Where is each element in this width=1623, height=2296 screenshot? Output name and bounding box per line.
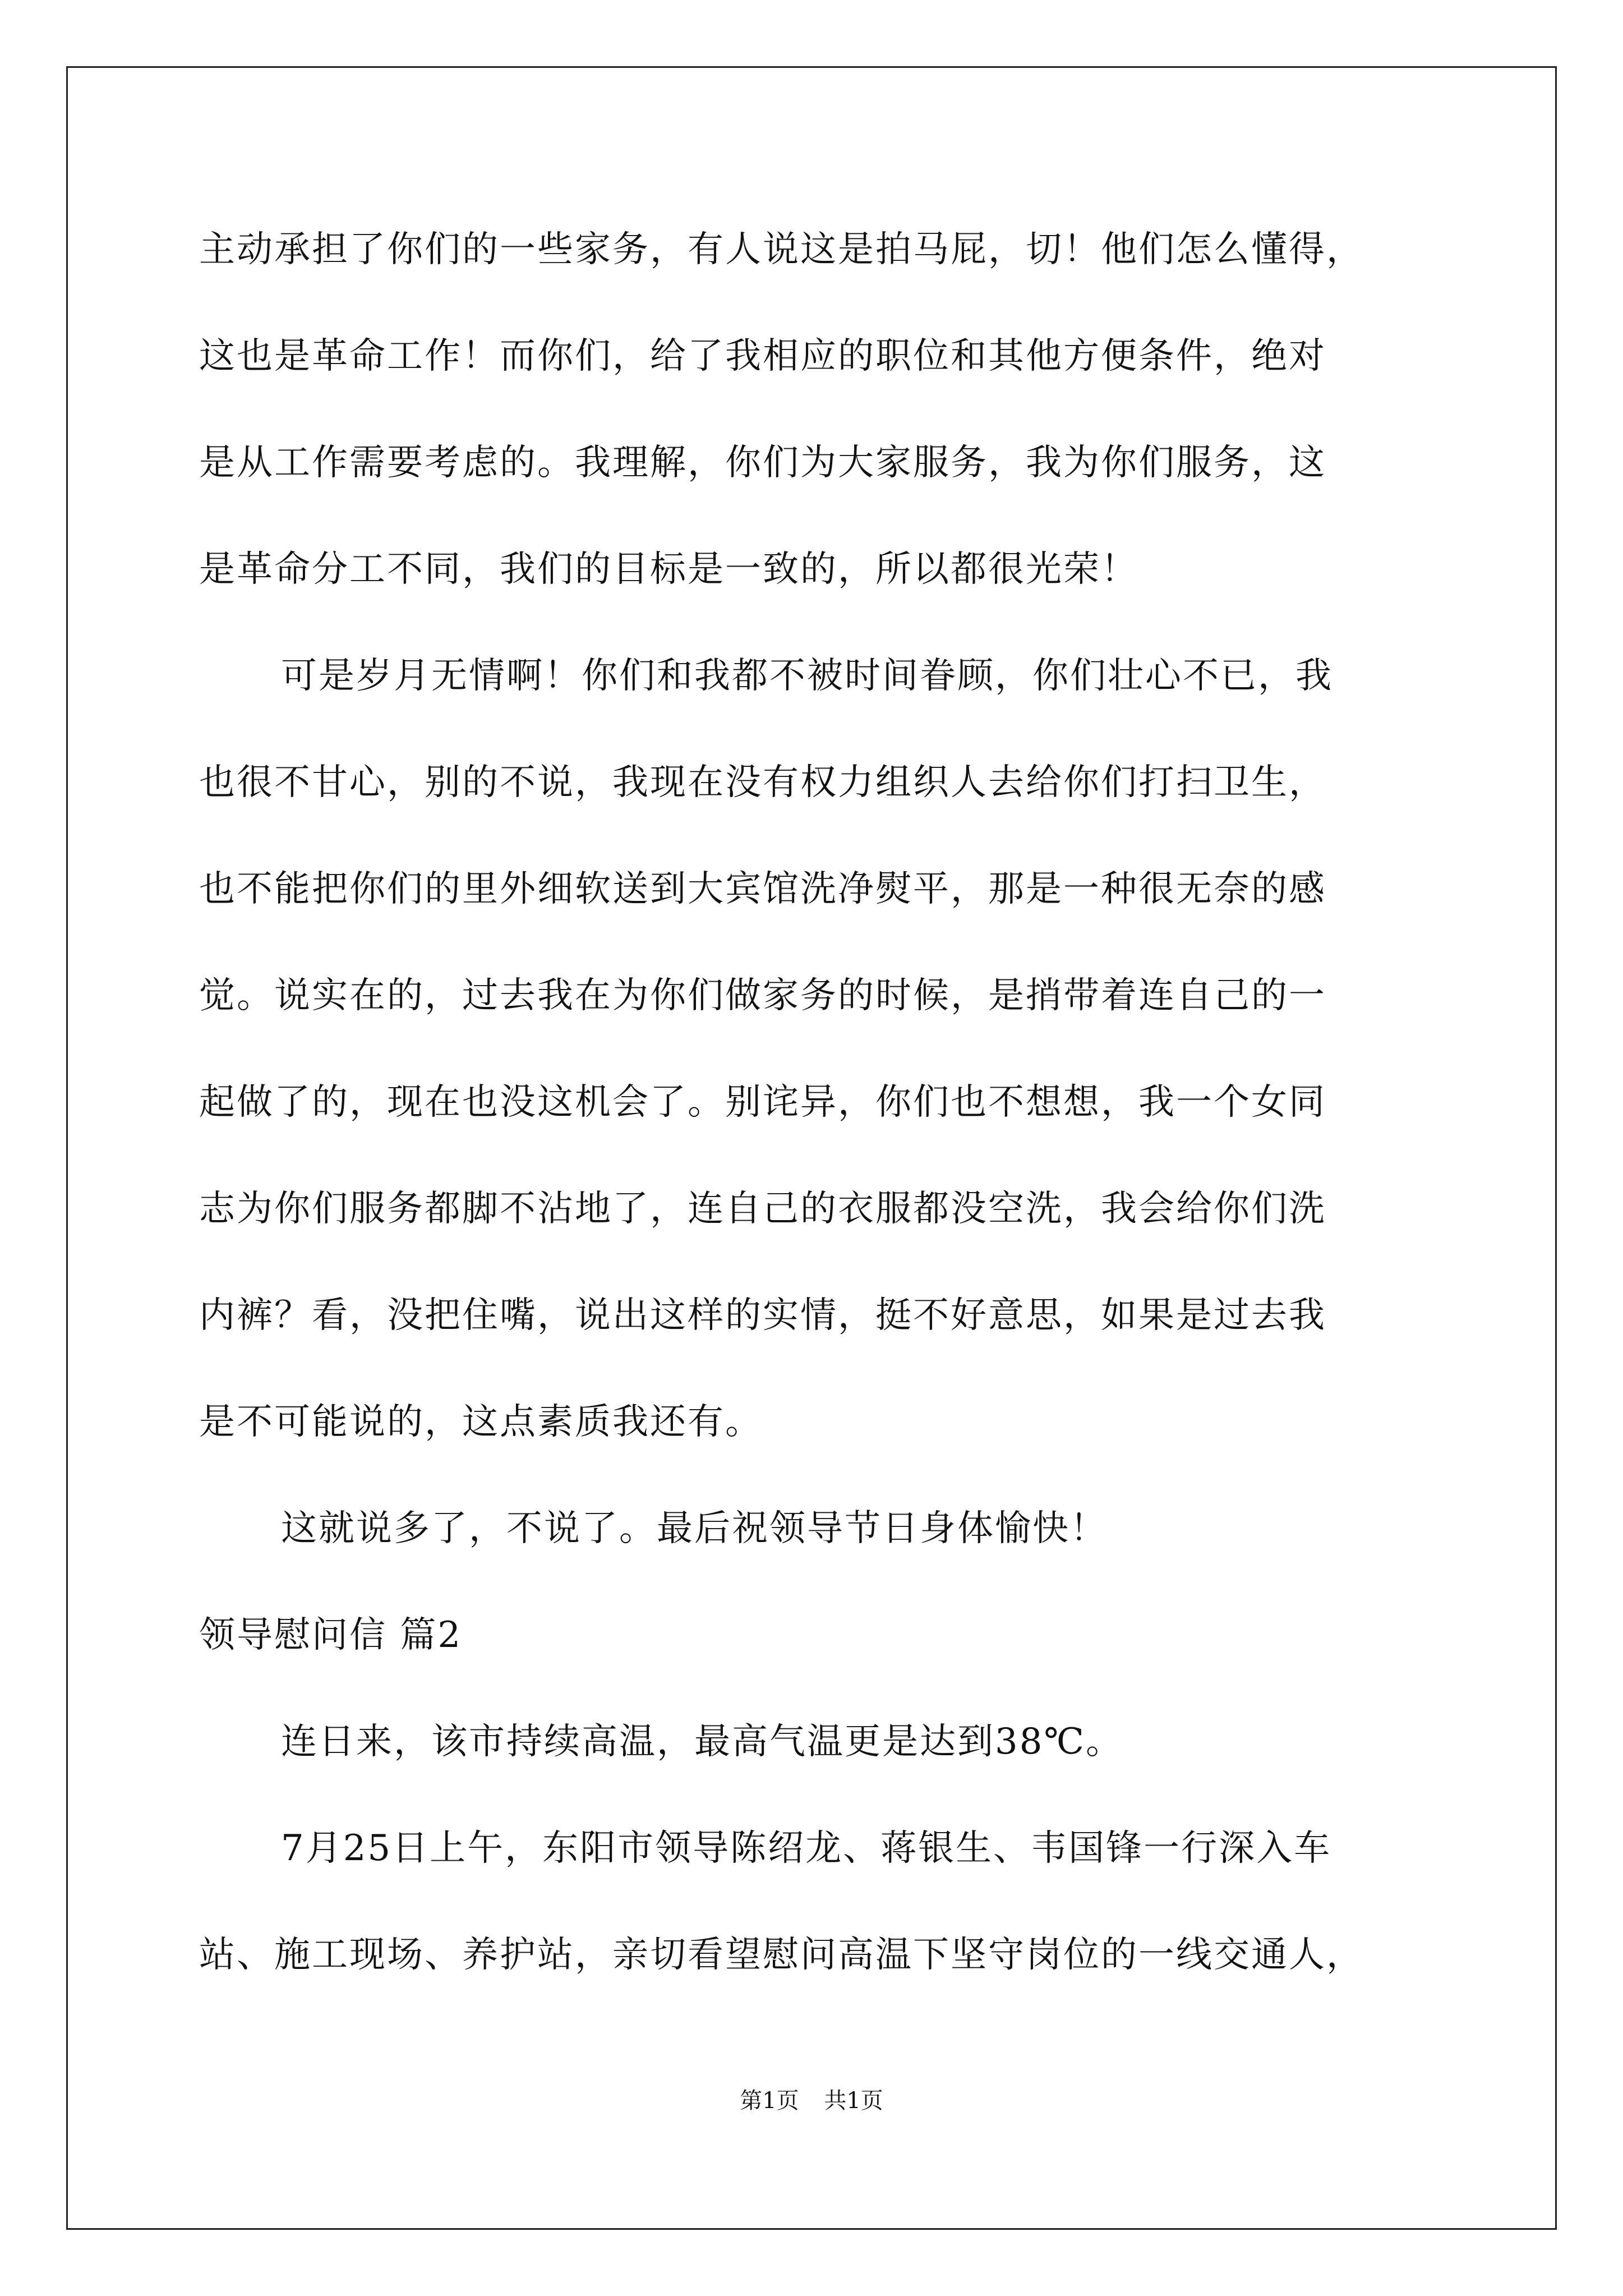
- document-body: [199, 196, 1461, 2008]
- page-number-total: 共1页: [824, 2088, 883, 2114]
- text-line: 也不能把你们的里外细软送到大宾馆洗净熨平，那是一种很无奈的感: [199, 868, 1326, 910]
- page-number-current: 第1页: [740, 2088, 799, 2114]
- page-footer: [0, 2084, 1623, 2118]
- text-line: 这也是革命工作！而你们，给了我相应的职位和其他方便条件，绝对: [199, 335, 1326, 377]
- text-line: 也很不甘心，别的不说，我现在没有权力组织人去给你们打扫卫生，: [199, 762, 1326, 803]
- text-line: 觉。说实在的，过去我在为你们做家务的时候，是捎带着连自己的一: [199, 975, 1326, 1016]
- text-line: 主动承担了你们的一些家务，有人说这是拍马屁，切！他们怎么懂得，: [199, 229, 1364, 270]
- text-line: 是革命分工不同，我们的目标是一致的，所以都很光荣！: [199, 549, 1138, 590]
- paragraph-start-line: 连日来，该市持续高温，最高气温更是达到38℃。: [281, 1721, 1124, 1763]
- text-line: 志为你们服务都脚不沾地了，连自己的衣服都没空洗，我会给你们洗: [199, 1188, 1326, 1230]
- text-line: 站、施工现场、养护站，亲切看望慰问高温下坚守岗位的一线交通人，: [199, 1934, 1364, 1976]
- section-heading: 领导慰问信 篇2: [199, 1614, 463, 1656]
- text-line: 内裤？看，没把住嘴，说出这样的实情，挺不好意思，如果是过去我: [199, 1295, 1326, 1336]
- paragraph-start-line: 可是岁月无情啊！你们和我都不被时间眷顾，你们壮心不已，我: [281, 655, 1333, 697]
- paragraph-start-line: 7月25日上午，东阳市领导陈绍龙、蒋银生、韦国锋一行深入车: [281, 1828, 1332, 1869]
- text-line: 是不可能说的，这点素质我还有。: [199, 1401, 763, 1443]
- text-line: 是从工作需要考虑的。我理解，你们为大家服务，我为你们服务，这: [199, 442, 1326, 484]
- paragraph-start-line: 这就说多了，不说了。最后祝领导节日身体愉快！: [281, 1508, 1108, 1549]
- text-line: 起做了的，现在也没这机会了。别诧异，你们也不想想，我一个女同: [199, 1082, 1326, 1123]
